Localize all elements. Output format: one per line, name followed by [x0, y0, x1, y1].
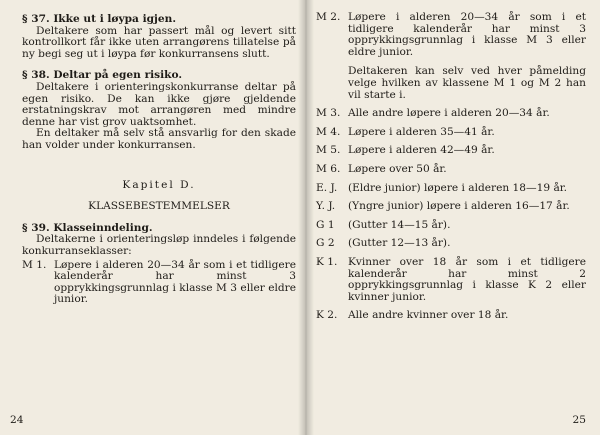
section-38-text-1: Deltakere i orienteringskonkurranse deltar på egen risiko. De kan ikke gjøre gjeldende erstatningskrav mot arrangøren med mindre denne har vist grov uaktsomhet. [22, 80, 296, 128]
book-gutter [298, 0, 314, 435]
class-code: M 3. [316, 107, 341, 120]
class-definition [316, 201, 586, 213]
page-number: 25 [572, 414, 586, 427]
class-definition [316, 127, 586, 139]
class-description: (Yngre junior) løpere i alderen 16—17 år. [348, 200, 570, 213]
class-code: M 4. [316, 125, 341, 138]
section-37-heading: § 37. Ikke ut i løypa igjen. [22, 13, 177, 25]
class-description: Løpere i alderen 20—34 år som i et tidligere kalenderår har minst 3 opprykkingsgrunnlag i klasse M 3 eller eldre junior. [54, 258, 296, 306]
class-code: G 1 [316, 218, 335, 231]
class-code: M 6. [316, 162, 341, 175]
section-37-text: Deltakere som har passert mål og levert sitt kontrollkort får ikke uten arrangørens tillatelse på ny begi seg ut i løypa før konkurransens slutt. [22, 24, 296, 60]
class-definition [316, 220, 586, 232]
class-definition [316, 257, 586, 303]
section-38-text-2: En deltaker må selv stå ansvarlig for den skade han volder under konkurransen. [22, 127, 296, 151]
class-definition [316, 310, 586, 322]
class-definition [316, 238, 586, 250]
class-code: M 1. [22, 258, 47, 271]
class-description: (Eldre junior) løpere i alderen 18—19 år. [348, 181, 568, 194]
class-code: G 2 [316, 237, 335, 250]
class-description: Løpere i alderen 42—49 år. [348, 144, 495, 157]
section-39-text: Deltakerne i orienteringsløp inndeles i følgende konkurranseklasser: [22, 233, 296, 257]
page-number: 24 [10, 414, 24, 427]
class-code: M 2. [316, 11, 341, 23]
class-description: Løpere i alderen 20—34 år som i et tidligere kalenderår har minst 3 opprykkingsgrunnlag i klasse M 3 eller eldre junior. [348, 11, 586, 58]
section-38-heading: § 38. Deltar på egen risiko. [22, 69, 183, 82]
class-definition [316, 145, 586, 157]
class-definition [316, 108, 586, 120]
class-description: Løpere over 50 år. [348, 162, 447, 175]
class-code: K 2. [316, 309, 338, 322]
class-description: Alle andre løpere i alderen 20—34 år. [348, 107, 550, 120]
m2-note: Deltakeren kan selv ved hver påmelding velge hvilken av klassene M 1 og M 2 han vil starte i. [348, 65, 586, 101]
class-description: Kvinner over 18 år som i et tidligere kalenderår har minst 2 opprykkingsgrunnlag i klasse K 2 eller kvinner junior. [348, 255, 586, 303]
class-description: Løpere i alderen 35—41 år. [348, 125, 495, 138]
chapter-title: KLASSEBESTEMMELSER [88, 200, 230, 213]
class-definition [316, 183, 586, 195]
class-description: Alle andre kvinner over 18 år. [348, 309, 509, 322]
class-definition [316, 12, 586, 58]
class-description: (Gutter 14—15 år). [348, 218, 451, 231]
section-39-heading: § 39. Klasseinndeling. [22, 221, 153, 234]
class-code: K 1. [316, 255, 338, 268]
class-code: M 5. [316, 144, 341, 157]
class-code: Y. J. [316, 200, 336, 213]
class-definition-m1 [22, 260, 296, 306]
chapter-heading: Kapitel D. [122, 178, 196, 191]
right-page [306, 0, 600, 435]
class-list [316, 12, 586, 322]
class-description: (Gutter 12—13 år). [348, 237, 451, 250]
class-definition [316, 164, 586, 176]
class-code: E. J. [316, 181, 338, 194]
